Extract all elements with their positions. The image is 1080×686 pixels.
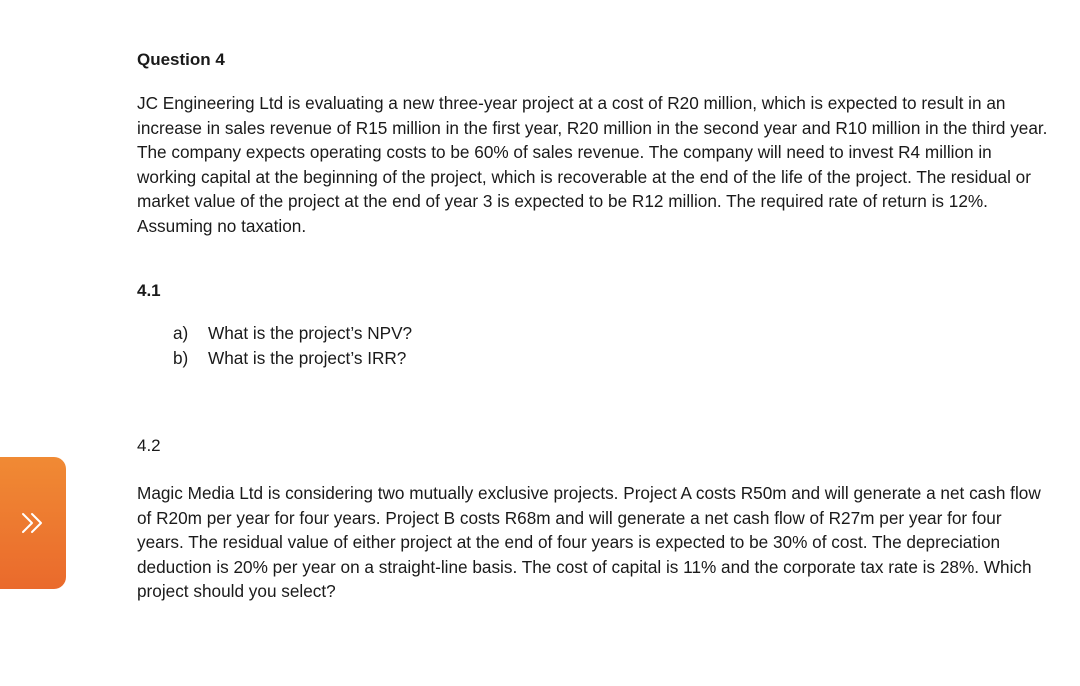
question-npv: What is the project’s NPV?: [208, 323, 413, 343]
list-marker: a): [173, 323, 189, 343]
question-paragraph-2: Magic Media Ltd is considering two mutually exclusive projects. Project A costs R50m and will generate a net cash flow of R20m per year for four years. Project B costs R68m and will generate a net cash flow of R27m per year for four years. The residual value of either project at the end of four years is expected to be 30% of cost. The depreciation deduction is 20% per year on a straight-line basis. The cost of capital is 11% and the corporate tax rate is 28%. Which project should you select?: [137, 483, 1041, 602]
list-item: [173, 321, 412, 346]
double-chevron-right-icon: [20, 512, 46, 534]
list-marker: b): [173, 348, 189, 368]
list-item: [173, 346, 412, 371]
question-heading: Question 4: [137, 50, 225, 69]
section-label-4-2: 4.2: [137, 436, 161, 455]
next-page-button[interactable]: [0, 457, 66, 589]
question-irr: What is the project’s IRR?: [208, 348, 407, 368]
section-label-4-1: 4.1: [137, 281, 161, 300]
question-list: [173, 321, 412, 371]
question-paragraph-1: JC Engineering Ltd is evaluating a new three-year project at a cost of R20 million, which is expected to result in an increase in sales revenue of R15 million in the first year, R20 million in the second year and R10 million in the third year. The company expects operating costs to be 60% of sales revenue. The company will need to invest R4 million in working capital at the beginning of the project, which is recoverable at the end of the life of the project. The residual or market value of the project at the end of year 3 is expected to be R12 million. The required rate of return is 12%. Assuming no taxation.: [137, 93, 1048, 236]
